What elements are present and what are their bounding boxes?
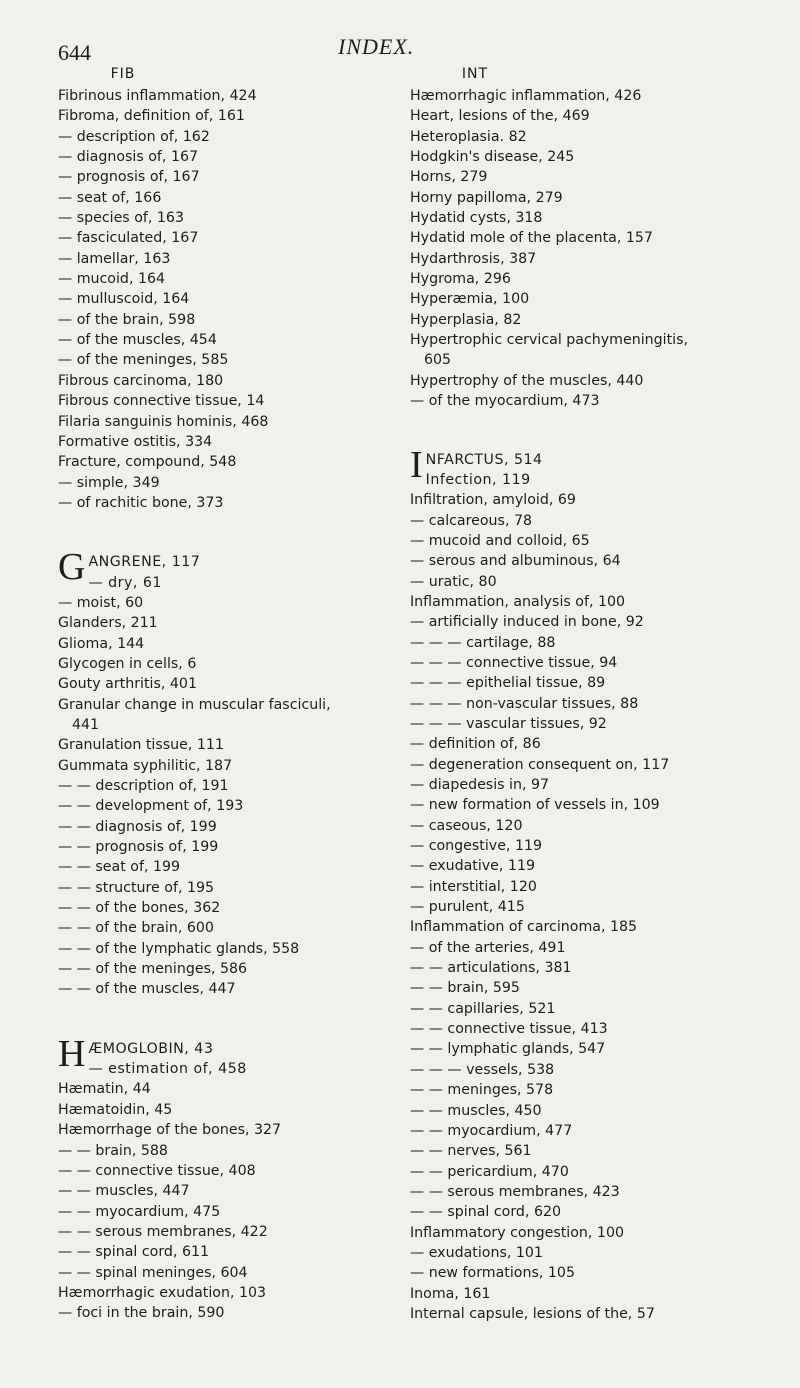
- section-gap: [58, 1000, 420, 1039]
- index-entry: Inflammatory congestion, 100: [410, 1224, 624, 1241]
- index-entry: Hyperæmia, 100: [410, 291, 530, 308]
- left-section-g: [58, 546, 420, 593]
- index-entry-gangrene-dry: — dry, 61: [88, 574, 162, 591]
- index-entry: Heart, lesions of the, 469: [410, 108, 590, 125]
- index-entry: Fibrous connective tissue, 14: [58, 393, 265, 410]
- index-entry: — — seat of, 199: [58, 859, 181, 876]
- left-column-heading: FIB: [110, 66, 136, 82]
- index-entry: Internal capsule, lesions of the, 57: [410, 1305, 655, 1322]
- index-entry: Fracture, compound, 548: [58, 454, 237, 471]
- left-block-g: [58, 593, 420, 1000]
- drop-cap-g: G: [58, 546, 86, 589]
- index-entry: — definition of, 86: [410, 736, 541, 753]
- index-entry: — — spinal cord, 620: [410, 1204, 562, 1221]
- left-column: [58, 62, 420, 1324]
- index-entry: Fibroma, definition of, 161: [58, 108, 245, 125]
- index-entry: — — — non-vascular tissues, 88: [410, 695, 639, 712]
- index-entry-infection: Infection, 119: [425, 471, 531, 488]
- index-entry: — — — connective tissue, 94: [410, 654, 618, 671]
- index-entry: — — articulations, 381: [410, 960, 572, 977]
- index-entry: Hydatid cysts, 318: [410, 210, 543, 227]
- index-entry: — — spinal meninges, 604: [58, 1264, 248, 1281]
- index-entry: — — of the brain, 600: [58, 920, 214, 937]
- left-section-h: [58, 1032, 420, 1080]
- index-entry: Formative ostitis, 334: [58, 433, 213, 450]
- index-entry: Granulation tissue, 111: [58, 737, 224, 754]
- index-entry: — — brain, 595: [410, 980, 520, 997]
- index-entry: Fibrous carcinoma, 180: [58, 372, 224, 389]
- drop-cap-h: H: [58, 1032, 86, 1075]
- index-entry: Hydatid mole of the placenta, 157: [410, 230, 653, 247]
- index-entry: Horns, 279: [410, 169, 488, 186]
- index-entry: Hæmorrhage of the bones, 327: [58, 1122, 282, 1139]
- page-number: 644: [58, 40, 91, 65]
- index-entry: — — spinal cord, 611: [58, 1244, 210, 1261]
- index-entry: — new formations, 105: [410, 1265, 575, 1282]
- index-entry: Hæmorrhagic exudation, 103: [58, 1284, 267, 1301]
- index-entry: Inflammation of carcinoma, 185: [410, 919, 638, 936]
- right-section-i: [410, 443, 790, 491]
- right-column: [410, 62, 790, 1324]
- running-title: INDEX.: [338, 34, 415, 59]
- section-gap: [58, 513, 420, 552]
- index-entry: — — — epithelial tissue, 89: [410, 675, 606, 692]
- index-entry: Gummata syphilitic, 187: [58, 757, 233, 774]
- index-entry: — — lymphatic glands, 547: [410, 1041, 606, 1058]
- right-block-h: [410, 86, 790, 412]
- index-entry: Heteroplasia. 82: [410, 128, 527, 145]
- index-entry: Glanders, 211: [58, 615, 158, 632]
- index-entry: Hyperplasia, 82: [410, 311, 522, 328]
- index-entry: 605: [424, 352, 452, 369]
- index-entry-haemoglobin: ÆMOGLOBIN, 43: [88, 1040, 214, 1057]
- index-entry: — artificially induced in bone, 92: [410, 614, 644, 631]
- index-entry: — — — vascular tissues, 92: [410, 715, 607, 732]
- index-entry: Glioma, 144: [58, 635, 145, 652]
- index-entry: — uratic, 80: [410, 573, 497, 590]
- index-entry: — — capillaries, 521: [410, 1000, 556, 1017]
- index-entry: — species of, 163: [58, 210, 184, 227]
- index-entry: — mucoid, 164: [58, 271, 166, 288]
- index-entry: — interstitial, 120: [410, 878, 537, 895]
- index-entry: — purulent, 415: [410, 899, 525, 916]
- right-block-i: [410, 490, 790, 1324]
- index-entry: — serous and albuminous, 64: [410, 553, 621, 570]
- index-entry: — — — cartilage, 88: [410, 634, 556, 651]
- index-entry: Inoma, 161: [410, 1285, 491, 1302]
- index-entry: — caseous, 120: [410, 817, 523, 834]
- index-entry: — calcareous, 78: [410, 512, 533, 529]
- index-entry: — — development of, 193: [58, 798, 244, 815]
- index-entry: — new formation of vessels in, 109: [410, 797, 660, 814]
- index-entry: — exudations, 101: [410, 1244, 543, 1261]
- index-entry: Hygroma, 296: [410, 271, 511, 288]
- left-block-h: [58, 1079, 420, 1323]
- index-entry: — — nerves, 561: [410, 1143, 532, 1160]
- index-entry: — prognosis of, 167: [58, 169, 200, 186]
- index-entry: — — diagnosis of, 199: [58, 818, 217, 835]
- index-entry: — of the meninges, 585: [58, 352, 229, 369]
- index-entry: Hypertrophic cervical pachymeningitis,: [410, 332, 689, 349]
- index-entry: — moist, 60: [58, 594, 144, 611]
- index-entry: — — muscles, 447: [58, 1183, 190, 1200]
- index-entry: — — myocardium, 475: [58, 1203, 221, 1220]
- index-entry: — mulluscoid, 164: [58, 291, 190, 308]
- right-column-heading: INT: [461, 66, 489, 82]
- index-entry: Horny papilloma, 279: [410, 189, 563, 206]
- section-gap: [410, 412, 790, 450]
- index-entry: — — pericardium, 470: [410, 1163, 569, 1180]
- index-entry: Hæmatoidin, 45: [58, 1101, 173, 1118]
- index-entry: — of the arteries, 491: [410, 939, 566, 956]
- drop-cap-i: I: [410, 443, 423, 486]
- index-entry: — — myocardium, 477: [410, 1122, 573, 1139]
- index-entry: — — of the lymphatic glands, 558: [58, 940, 300, 957]
- index-entry: — — serous membranes, 423: [410, 1183, 620, 1200]
- index-entry: — — connective tissue, 413: [410, 1021, 608, 1038]
- index-entry: — congestive, 119: [410, 838, 543, 855]
- index-entry: — foci in the brain, 590: [58, 1305, 225, 1322]
- index-entry-haemoglobin-estimation: — estimation of, 458: [88, 1061, 247, 1078]
- index-entry: Hypertrophy of the muscles, 440: [410, 372, 644, 389]
- index-entry: Granular change in muscular fasciculi,: [58, 696, 331, 713]
- index-entry: — — structure of, 195: [58, 879, 215, 896]
- index-entry: — diapedesis in, 97: [410, 777, 550, 793]
- index-entry: — — of the meninges, 586: [58, 961, 248, 978]
- left-block-f: [58, 86, 420, 513]
- index-entry: — description of, 162: [58, 128, 210, 145]
- index-entry: Hodgkin's disease, 245: [410, 149, 575, 166]
- index-entry: — of the brain, 598: [58, 311, 196, 328]
- index-entry: Glycogen in cells, 6: [58, 655, 197, 672]
- index-entry: — fasciculated, 167: [58, 230, 199, 247]
- index-entry: Filaria sanguinis hominis, 468: [58, 413, 269, 430]
- index-entry-gangrene: ANGRENE, 117: [88, 554, 201, 571]
- index-entry: Infiltration, amyloid, 69: [410, 492, 576, 509]
- index-entry: — exudative, 119: [410, 858, 535, 875]
- index-entry: Inflammation, analysis of, 100: [410, 593, 626, 610]
- index-entry: Hæmorrhagic inflammation, 426: [410, 88, 642, 104]
- index-entry: Hæmatin, 44: [58, 1081, 151, 1098]
- index-entry: — seat of, 166: [58, 189, 162, 206]
- index-entry: — — of the bones, 362: [58, 900, 221, 917]
- index-entry: Gouty arthritis, 401: [58, 676, 197, 693]
- index-entry: — — of the muscles, 447: [58, 981, 236, 998]
- index-entry: Hydarthrosis, 387: [410, 250, 537, 267]
- index-entry: — — muscles, 450: [410, 1102, 542, 1119]
- index-entry: — diagnosis of, 167: [58, 149, 199, 166]
- index-entry: — of the myocardium, 473: [410, 393, 600, 410]
- index-entry: — simple, 349: [58, 474, 160, 491]
- index-entry: — — meninges, 578: [410, 1082, 554, 1099]
- index-entry: — — brain, 588: [58, 1142, 168, 1159]
- index-entry: — of the muscles, 454: [58, 332, 217, 349]
- index-entry: — — serous membranes, 422: [58, 1223, 268, 1240]
- index-entry: — — — vessels, 538: [410, 1061, 555, 1078]
- index-entry: — — description of, 191: [58, 778, 229, 794]
- index-entry: — — prognosis of, 199: [58, 839, 219, 856]
- index-entry-infarctus: NFARCTUS, 514: [425, 451, 543, 468]
- index-entry: — — connective tissue, 408: [58, 1162, 256, 1179]
- index-entry: — degeneration consequent on, 117: [410, 756, 670, 773]
- index-entry: — lamellar, 163: [58, 250, 171, 267]
- index-entry: 441: [72, 716, 100, 733]
- index-entry: — mucoid and colloid, 65: [410, 532, 590, 549]
- index-entry: — of rachitic bone, 373: [58, 494, 224, 511]
- index-entry: Fibrinous inflammation, 424: [58, 88, 257, 104]
